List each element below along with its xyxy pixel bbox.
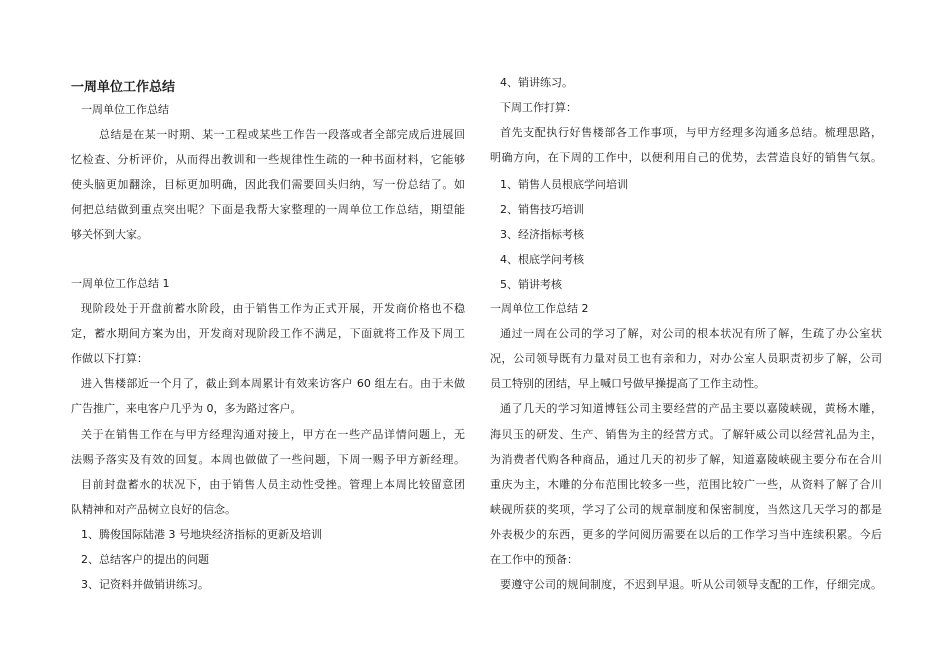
text-line: 法赐予落实及有效的回复。本周也做做了一些问题，下周一赐予甲方新经理。 <box>71 453 465 466</box>
text-line: 通过一周在公司的学习了解，对公司的根本状况有所了解，生疏了办公室状 <box>500 327 882 340</box>
text-line: 一周单位工作总结 2 <box>490 302 589 315</box>
text-line: 定，蓄水期间方案为出，开发商对现阶段工作不满足，下面就将工作及下周工 <box>71 327 465 340</box>
page-title: 一周单位工作总结 <box>71 80 176 95</box>
text-line: 重庆为主，木雕的分布范围比较多一些，范围比较广一些，从资料了解了合川 <box>490 478 882 491</box>
text-line: 峡砚所获的奖项，学习了公司的规章制度和保密制度，当然这几天学习的都是 <box>490 503 882 516</box>
text-line: 员工特别的团结，早上喊口号做早操提高了工作主动性。 <box>490 377 765 390</box>
text-line: 关于在销售工作在与甲方经理沟通对接上，甲方在一些产品详情问题上，无 <box>81 428 465 441</box>
text-line: 忆检查、分析评价，从而得出教训和一些规律性生疏的一种书面材料，它能够 <box>71 153 465 166</box>
text-line: 何把总结做到重点突出呢？下面是我帮大家整理的一周单位工作总结，期望能 <box>71 203 465 216</box>
text-line: 况，公司领导既有力量对员工也有亲和力，对办公室人员职责初步了解，公司 <box>490 352 882 365</box>
text-line: 2、销售技巧培训 <box>500 203 584 216</box>
text-line: 目前封盘蓄水的状况下，由于销售人员主动性受挫。管理上本周比较留意团 <box>81 478 465 491</box>
text-line: 广告推广，来电客户几乎为 0，多为路过客户。 <box>71 402 302 415</box>
text-line: 进入售楼部近一个月了，截止到本周累计有效来访客户 60 组左右。由于未做 <box>81 377 465 390</box>
text-line: 外表极少的东西，更多的学问阅历需要在以后的工作学习当中连续积累。今后 <box>490 528 882 541</box>
text-line: 明确方向，在下周的工作中，以便利用自己的优势，去营造良好的销售气氛。 <box>490 151 882 164</box>
text-line: 作做以下打算： <box>71 352 148 365</box>
text-line: 5、销讲考核 <box>500 278 562 291</box>
text-line: 一周单位工作总结 <box>81 103 169 116</box>
text-line: 3、经济指标考核 <box>500 228 584 241</box>
text-line: 下周工作打算： <box>500 101 577 114</box>
text-line: 海贝玉的研发、生产、销售为主的经营方式。了解轩威公司以经营礼品为主， <box>490 428 882 441</box>
text-line: 为消费者代购各种商品，通过几天的初步了解，知道嘉陵峡砚主要分布在合川 <box>490 453 882 466</box>
text-line: 总结是在某一时期、某一工程或某些工作告一段落或者全部完成后进展回 <box>99 128 465 141</box>
text-line: 使头脑更加翻涂，目标更加明确，因此我们需要回头归纳，写一份总结了。如 <box>71 178 465 191</box>
text-line: 首先支配执行好售楼部各工作事项，与甲方经理多沟通多总结。梳理思路， <box>500 126 882 139</box>
text-line: 在工作中的预备： <box>490 553 578 566</box>
text-line: 1、腾俊国际陆港 3 号地块经济指标的更新及培训 <box>81 528 322 541</box>
text-line: 3、记资料并做销讲练习。 <box>81 578 209 591</box>
text-line: 队精神和对产品树立良好的信念。 <box>71 503 236 516</box>
text-line: 要遵守公司的规间制度，不迟到早退。听从公司领导支配的工作，仔细完成。 <box>500 578 882 591</box>
text-line: 一周单位工作总结 1 <box>71 277 170 290</box>
text-line: 1、销售人员根底学问培训 <box>500 178 628 191</box>
text-line: 够关怀到大家。 <box>71 228 148 241</box>
text-line: 4、根底学问考核 <box>500 253 584 266</box>
text-line: 4、销讲练习。 <box>500 76 573 89</box>
text-line: 现阶段处于开盘前蓄水阶段，由于销售工作为正式开展，开发商价格也不稳 <box>81 302 465 315</box>
text-line: 通了几天的学习知道博钰公司主要经营的产品主要以嘉陵峡砚，黄杨木雕， <box>500 402 882 415</box>
text-line: 2、总结客户的提出的问题 <box>81 553 209 566</box>
